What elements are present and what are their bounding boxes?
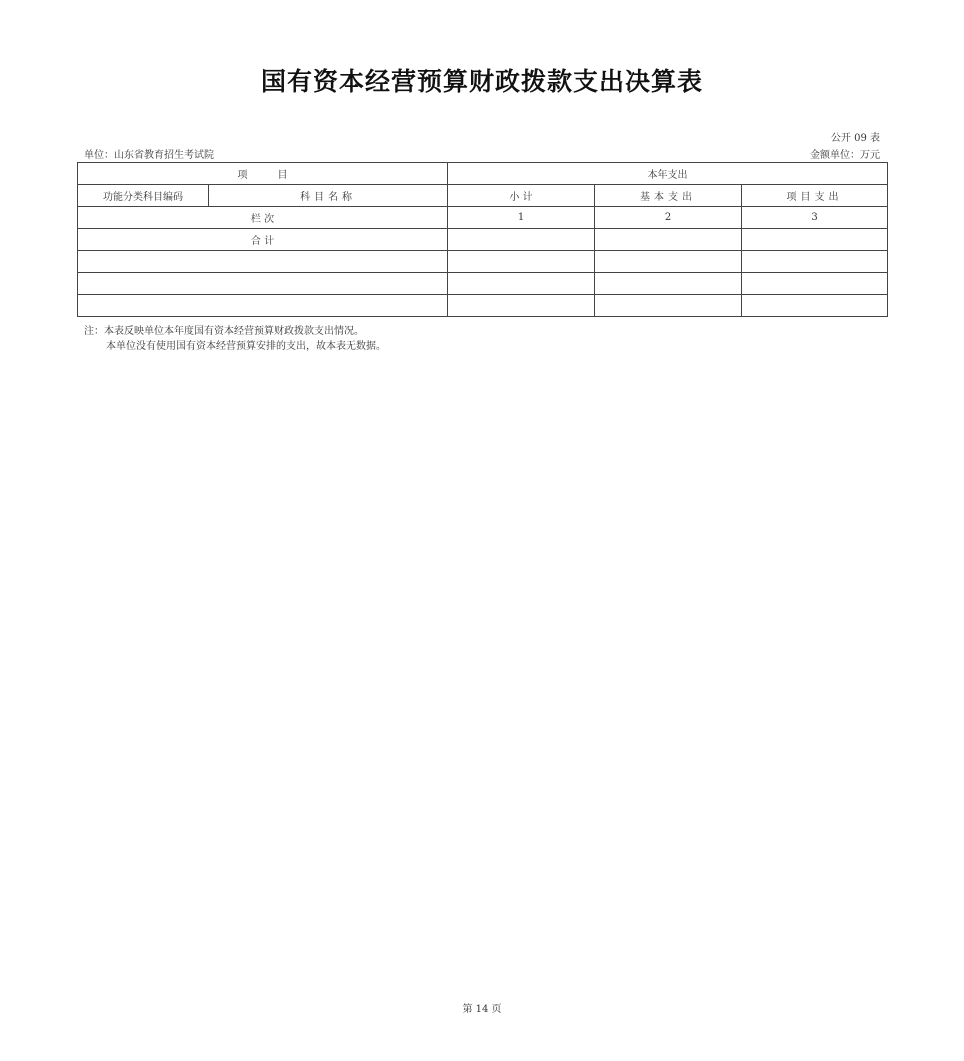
empty-cell xyxy=(595,295,742,317)
header-item: 项 目 xyxy=(78,163,448,185)
note-line-1: 注：本表反映单位本年度国有资本经营预算财政拨款支出情况。 xyxy=(84,326,364,337)
header-subtotal: 小 计 xyxy=(448,185,595,207)
amount-unit-label: 金额单位：万元 xyxy=(810,150,880,161)
total-subtotal-cell xyxy=(448,229,595,251)
total-row xyxy=(78,229,888,251)
header-basic-expense: 基本支出 xyxy=(595,185,742,207)
header-function-code: 功能分类科目编码 xyxy=(78,185,209,207)
empty-cell xyxy=(78,295,448,317)
page-number: 第 14 页 xyxy=(462,1004,502,1015)
empty-cell xyxy=(742,295,888,317)
total-basic-cell xyxy=(595,229,742,251)
form-number: 公开 09 表 xyxy=(830,133,880,144)
unit-label: 单位：山东省教育招生考试院 xyxy=(84,150,214,161)
notes xyxy=(84,324,386,354)
empty-cell xyxy=(448,273,595,295)
column-number-label: 栏 次 xyxy=(78,207,448,229)
table-header-row-2 xyxy=(78,185,888,207)
header-subject-name: 科目名称 xyxy=(209,185,448,207)
table-row xyxy=(78,273,888,295)
note-line-2: 本单位没有使用国有资本经营预算安排的支出，故本表无数据。 xyxy=(106,341,386,352)
total-label: 合 计 xyxy=(78,229,448,251)
empty-cell xyxy=(448,295,595,317)
table-row xyxy=(78,295,888,317)
empty-cell xyxy=(595,273,742,295)
empty-cell xyxy=(742,273,888,295)
expenditure-table xyxy=(77,162,888,317)
empty-cell xyxy=(595,251,742,273)
empty-cell xyxy=(78,273,448,295)
table-header-row-1 xyxy=(78,163,888,185)
empty-cell xyxy=(78,251,448,273)
total-project-cell xyxy=(742,229,888,251)
header-project-expense: 项目支出 xyxy=(742,185,888,207)
header-year-expense: 本年支出 xyxy=(448,163,888,185)
column-number-row xyxy=(78,207,888,229)
table-row xyxy=(78,251,888,273)
page-title: 国有资本经营预算财政拨款支出决算表 xyxy=(260,67,703,96)
column-number-2: 2 xyxy=(595,207,742,229)
column-number-1: 1 xyxy=(448,207,595,229)
empty-cell xyxy=(448,251,595,273)
column-number-3: 3 xyxy=(742,207,888,229)
empty-cell xyxy=(742,251,888,273)
